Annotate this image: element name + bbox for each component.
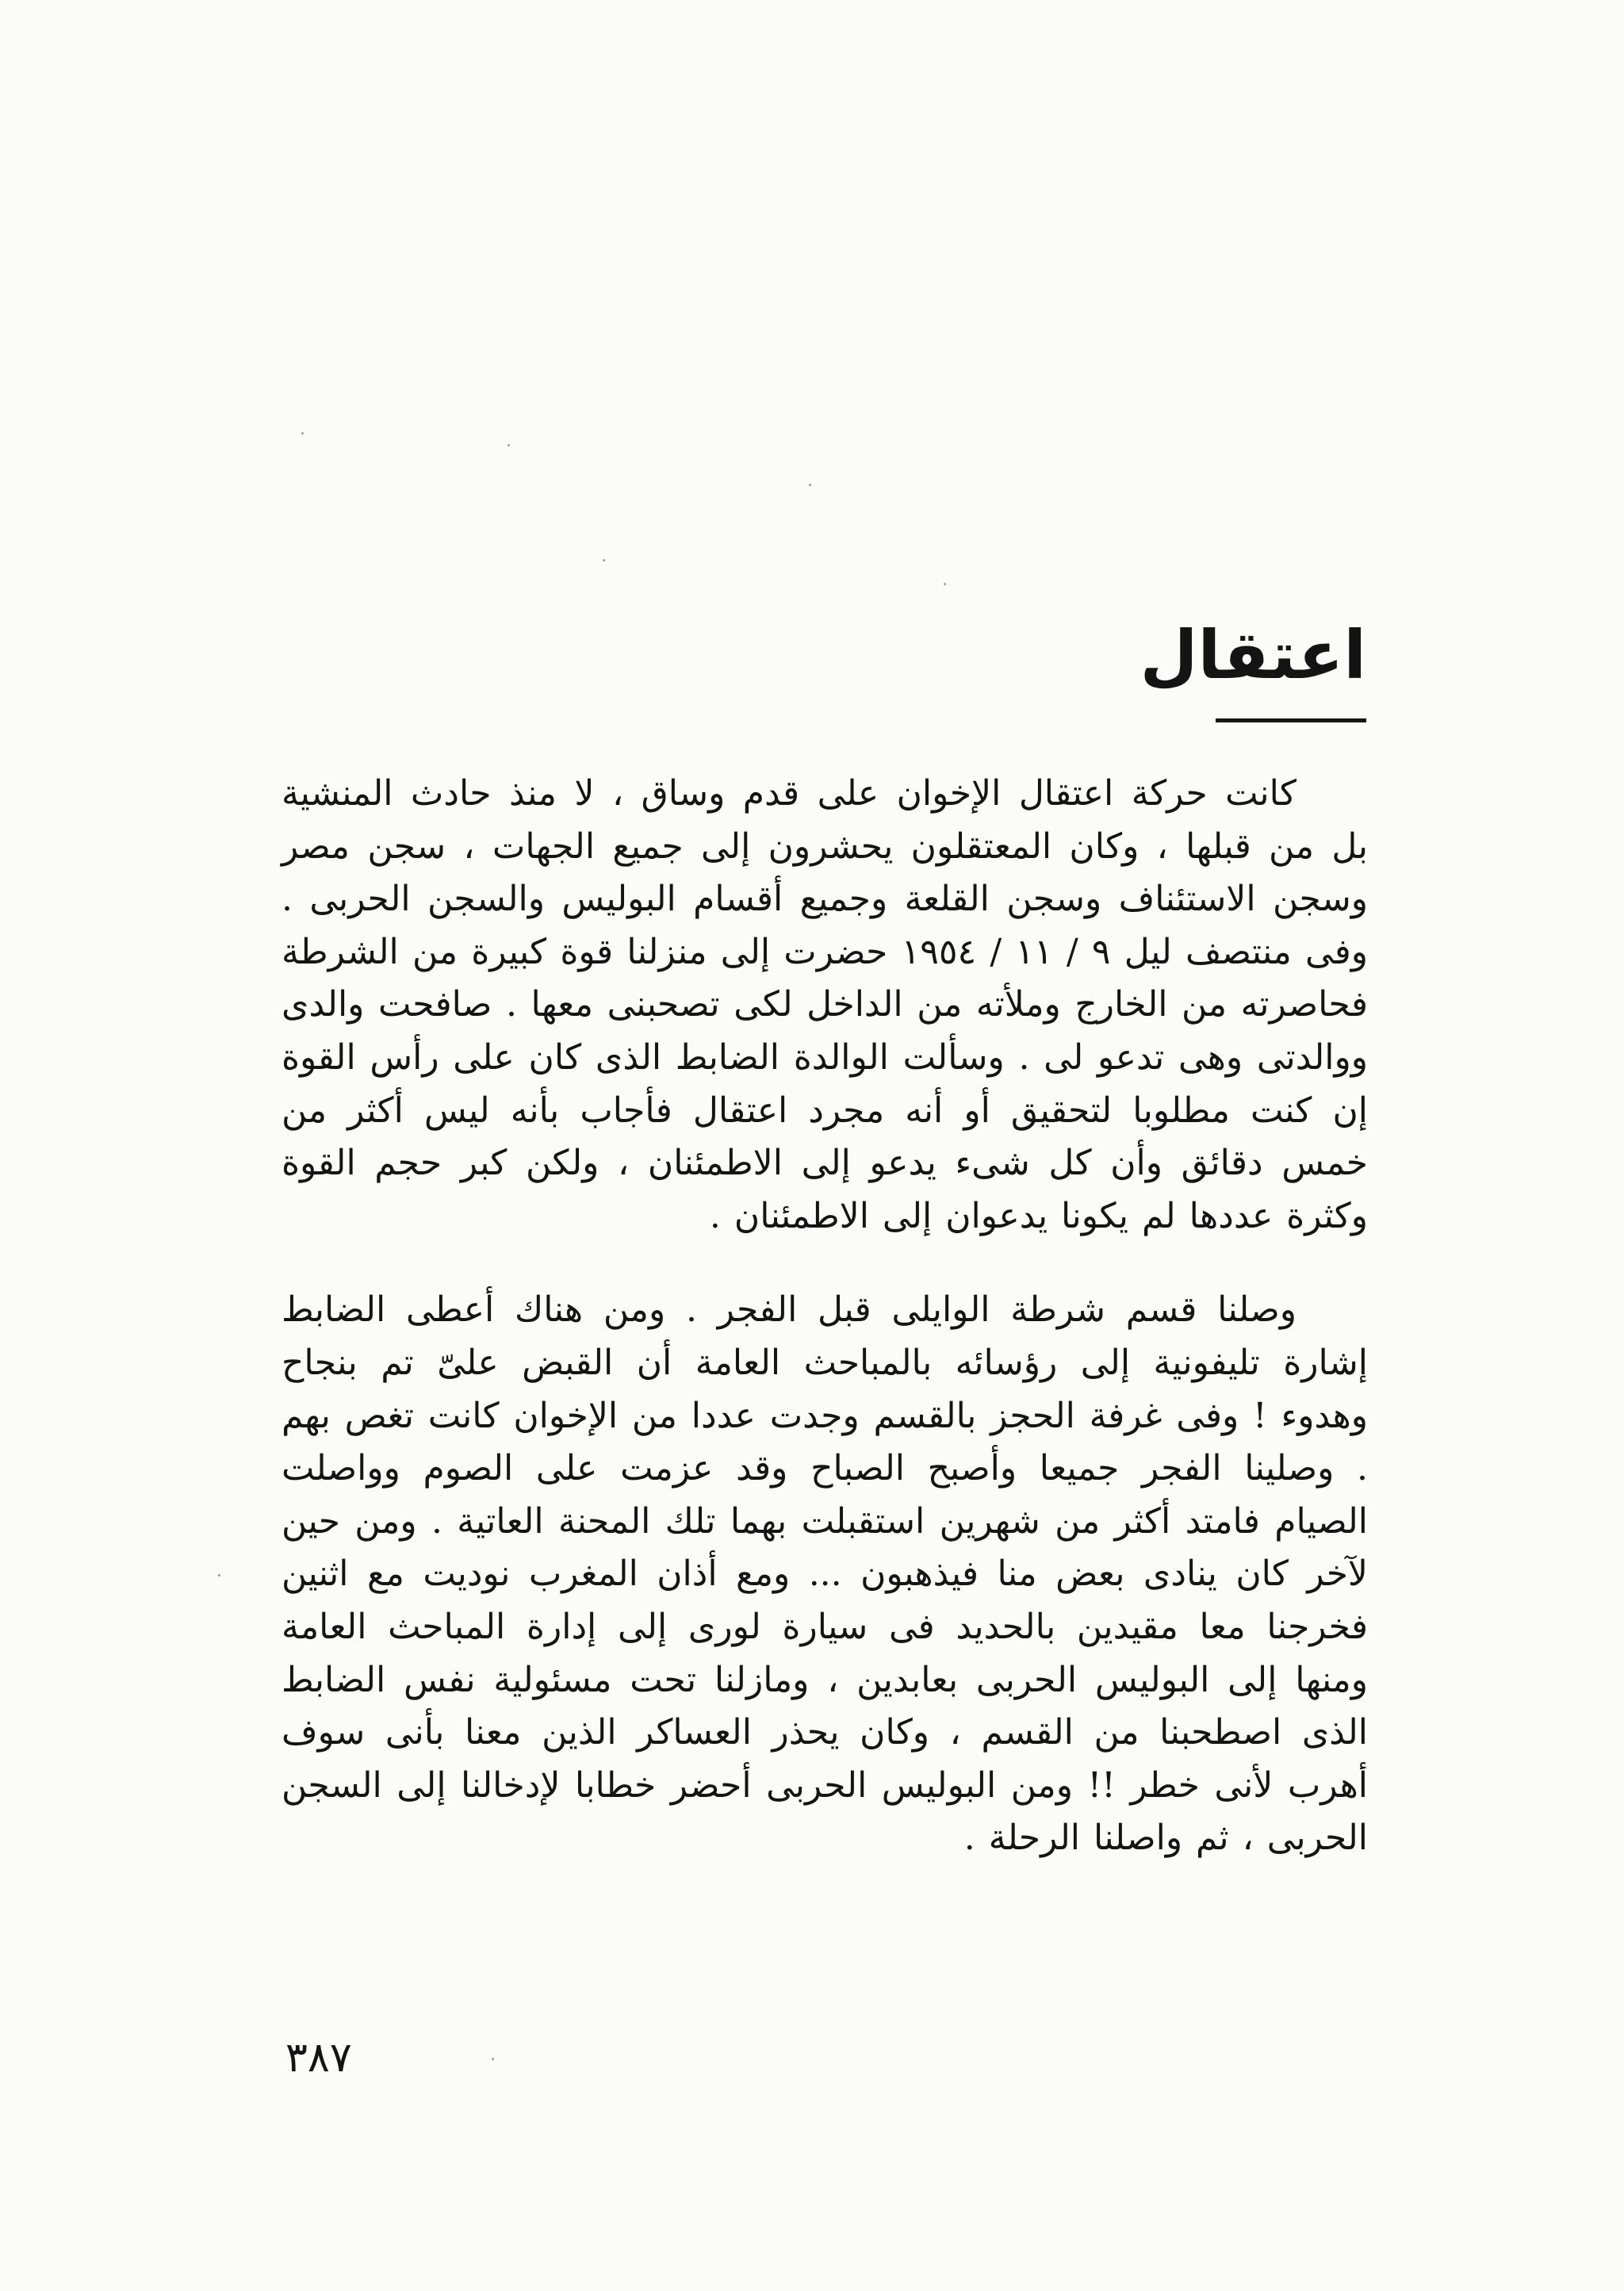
scan-speck xyxy=(508,444,510,446)
body-text xyxy=(282,768,1368,1865)
scan-speck xyxy=(301,432,304,435)
scan-speck xyxy=(218,1574,220,1576)
scan-speck xyxy=(603,559,605,561)
scan-speck xyxy=(944,583,946,585)
scan-speck xyxy=(809,484,811,486)
paragraph-1: كانت حركة اعتقال الإخوان على قدم وساق ، لا منذ حادث المنشية بل من قبلها ، وكان المعتقلون يحشرون إلى جميع الجهات ، سجن مصر وسجن الاستئناف وسجن القلعة وجميع أقسام البوليس والسجن الحربى . وفى منتصف ليل ٩ / ١١ / ١٩٥٤ حضرت إلى منزلنا قوة كبيرة من الشرطة فحاصرته من الخارج وملأته من الداخل لكى تصحبنى معها . صافحت والدى ووالدتى وهى تدعو لى . وسألت الوالدة الضابط الذى كان على رأس القوة إن كنت مطلوبا لتحقيق أو أنه مجرد اعتقال فأجاب بأنه ليس أكثر من خمس دقائق وأن كل شىء يدعو إلى الاطمئنان ، ولكن كبر حجم القوة وكثرة عددها لم يكونا يدعوان إلى الاطمئنان . xyxy=(282,773,1369,1236)
chapter-title: اعتقال xyxy=(1139,616,1366,694)
scan-speck xyxy=(492,2058,494,2060)
page-number: ٣٨٧ xyxy=(285,2034,352,2082)
paragraph-2: وصلنا قسم شرطة الوايلى قبل الفجر . ومن هناك أعطى الضابط إشارة تليفونية إلى رؤسائه بالمباحث العامة أن القبض علىّ تم بنجاح وهدوء ! وفى غرفة الحجز بالقسم وجدت عددا من الإخوان كانت تغص بهم . وصلينا الفجر جميعا وأصبح الصباح وقد عزمت على الصوم وواصلت الصيام فامتد أكثر من شهرين استقبلت بهما تلك المحنة العاتية . ومن حين لآخر كان ينادى بعض منا فيذهبون ... ومع أذان المغرب نوديت مع اثنين فخرجنا معا مقيدين بالحديد فى سيارة لورى إلى إدارة المباحث العامة ومنها إلى البوليس الحربى بعابدين ، ومازلنا تحت مسئولية نفس الضابط الذى اصطحبنا من القسم ، وكان يحذر العساكر الذين معنا بأنى سوف أهرب لأنى خطر !! ومن البوليس الحربى أحضر خطابا لإدخالنا إلى السجن الحربى ، ثم واصلنا الرحلة . xyxy=(282,1289,1368,1859)
title-underline xyxy=(1216,718,1366,722)
